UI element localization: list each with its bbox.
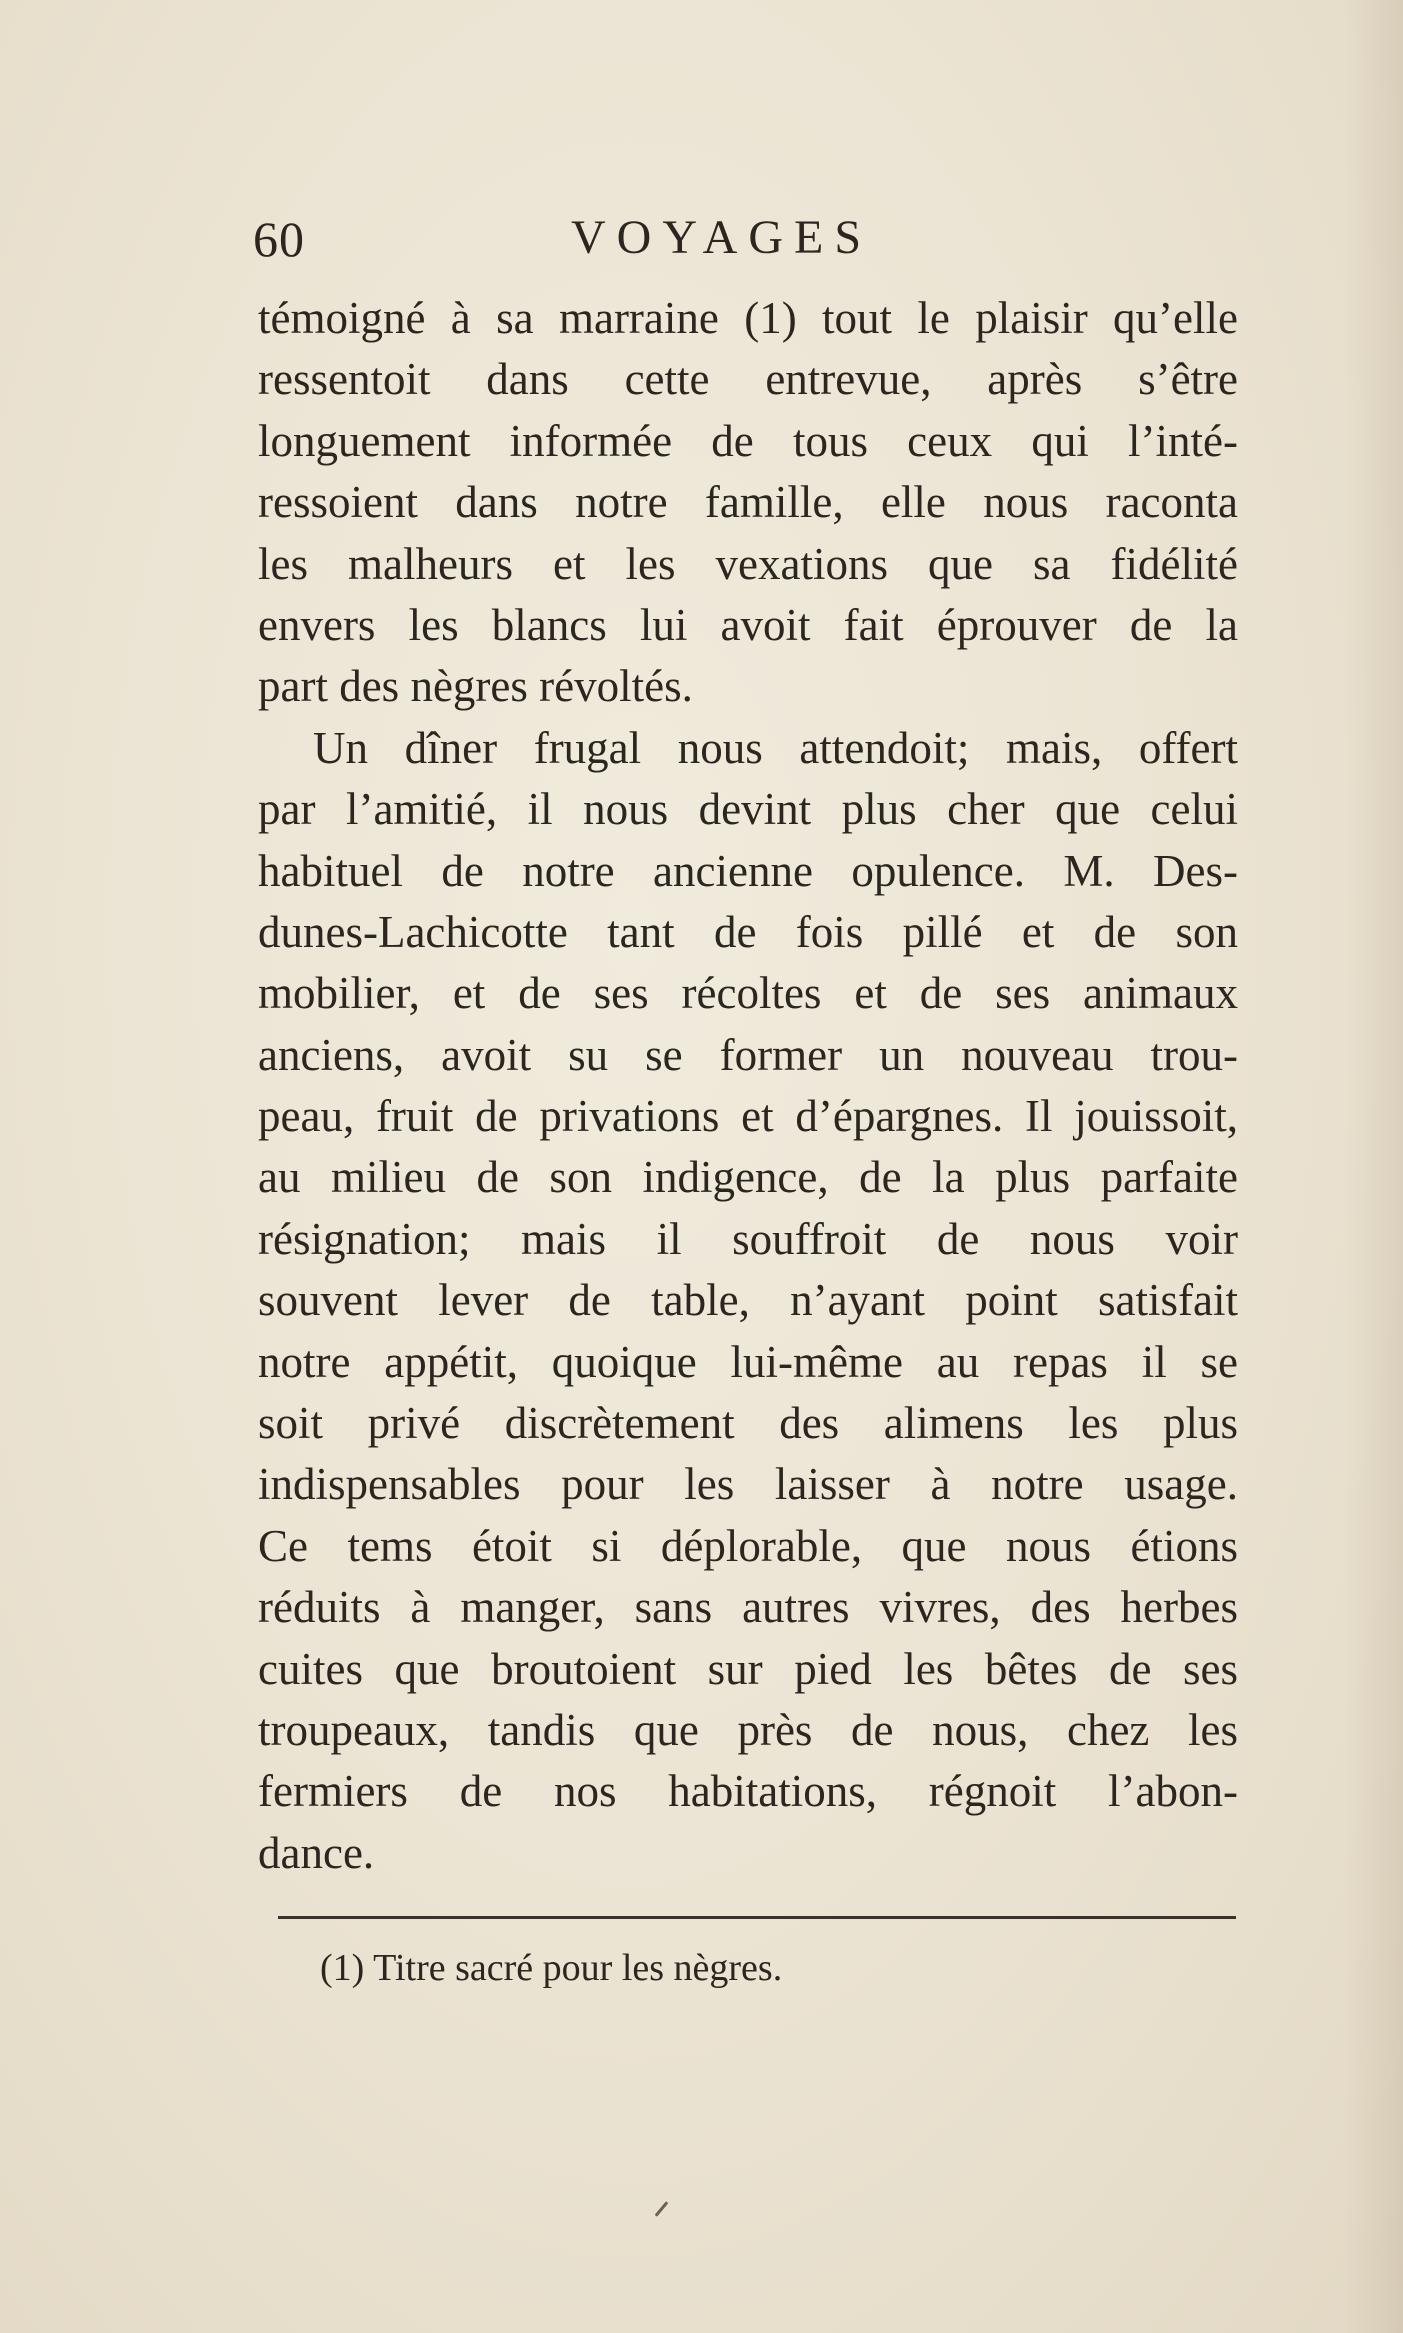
text-line: témoigné à sa marraine (1) tout le plaisir qu’elle — [258, 293, 1238, 343]
text-line: les malheurs et les vexations que sa fidélité — [258, 538, 1238, 589]
text-line: Ce tems étoit si déplorable, que nous étions — [258, 1520, 1238, 1571]
text-line: ressentoit dans cette entrevue, après s’être — [258, 354, 1238, 405]
text-line: longuement informée de tous ceux qui l’inté- — [258, 415, 1238, 466]
text-line: résignation; mais il souffroit de nous voir — [258, 1213, 1238, 1264]
text-line: envers les blancs lui avoit fait éprouver de la — [258, 599, 1238, 650]
paragraph-first-line: Un dîner frugal nous attendoit; mais, offert — [313, 722, 1238, 773]
paper-speck — [655, 2201, 669, 2217]
text-line: mobilier, et de ses récoltes et de ses animaux — [258, 968, 1238, 1019]
body-text — [258, 288, 1238, 1884]
text-line: par l’amitié, il nous devint plus cher que celui — [258, 784, 1238, 835]
text-line: peau, fruit de privations et d’épargnes. Il jouissoit, — [258, 1091, 1238, 1142]
text-line: dance. — [258, 1827, 375, 1878]
text-line: indispensables pour les laisser à notre usage. — [258, 1459, 1238, 1510]
text-line: soit privé discrètement des alimens les plus — [258, 1398, 1238, 1449]
text-line: troupeaux, tandis que près de nous, chez les — [258, 1704, 1238, 1755]
text-line: réduits à manger, sans autres vivres, des herbes — [258, 1582, 1238, 1633]
text-line: cuites que broutoient sur pied les bêtes de ses — [258, 1643, 1238, 1694]
text-line: part des nègres révoltés. — [258, 661, 693, 712]
page-number: 60 — [253, 211, 305, 267]
text-line: habituel de notre ancienne opulence. M. Des- — [258, 845, 1238, 896]
text-line: notre appétit, quoique lui-même au repas il se — [258, 1336, 1238, 1387]
footnote-divider — [278, 1916, 1236, 1919]
text-line: ressoient dans notre famille, elle nous raconta — [258, 477, 1238, 528]
footnote: (1) Titre sacré pour les nègres. — [320, 1947, 783, 1989]
text-line: anciens, avoit su se former un nouveau trou- — [258, 1029, 1238, 1080]
text-line: dunes-Lachicotte tant de fois pillé et de son — [258, 906, 1238, 957]
running-head — [253, 210, 1253, 280]
page-edge-shadow — [1343, 0, 1403, 2333]
text-line: fermiers de nos habitations, régnoit l’abon- — [258, 1766, 1238, 1817]
text-line: souvent lever de table, n’ayant point satisfait — [258, 1275, 1238, 1326]
text-line: au milieu de son indigence, de la plus parfaite — [258, 1152, 1238, 1203]
running-title: VOYAGES — [571, 211, 873, 264]
